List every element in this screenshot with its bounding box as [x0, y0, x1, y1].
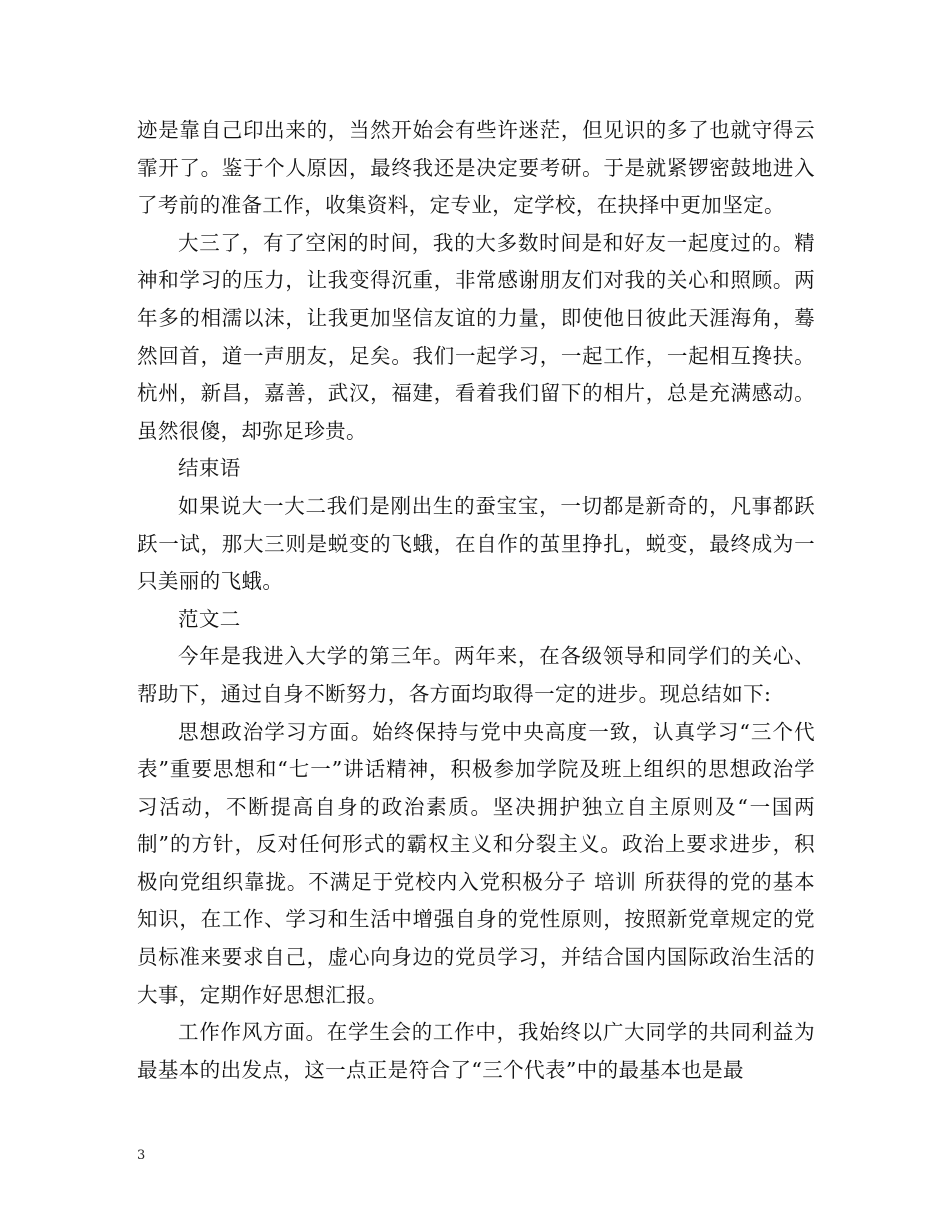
paragraph-continuation: 迹是靠自己印出来的，当然开始会有些许迷茫，但见识的多了也就守得云霏开了。鉴于个人原因，最终我还是决定要考研。于是就紧锣密鼓地进入了考前的准备工作，收集资料，定专业，定学校，在抉择中更加坚定。 [137, 118, 815, 218]
paragraph-friends: 大三了，有了空闲的时间，我的大多数时间是和好友一起度过的。精神和学习的压力，让我变得沉重，非常感谢朋友们对我的关心和照顾。两年多的相濡以沫，让我更加坚信友谊的力量，即使他日彼此天涯海角，蓦然回首，道一声朋友，足矣。我们一起学习，一起工作，一起相互搀扶。杭州，新昌，嘉善，武汉，福建，看着我们留下的相片，总是充满感动。虽然很傻，却弥足珍贵。 [137, 230, 815, 443]
paragraph-work-style: 工作作风方面。在学生会的工作中，我始终以广大同学的共同利益为最基本的出发点，这一点正是符合了“三个代表”中的最基本也是最 [137, 1020, 815, 1082]
document-body [137, 112, 815, 1089]
page-number: 3 [137, 1148, 146, 1163]
paragraph-political-study: 思想政治学习方面。始终保持与党中央高度一致，认真学习“三个代表”重要思想和“七一”讲话精神，积极参加学院及班上组织的思想政治学习活动，不断提高自身的政治素质。坚决拥护独立自主原则及“一国两制”的方针，反对任何形式的霸权主义和分裂主义。政治上要求进步，积极向党组织靠拢。不满足于党校内入党积极分子 培训 所获得的党的基本知识，在工作、学习和生活中增强自身的党性原则，按照新党章规定的党员标准来要求自己，虚心向身边的党员学习，并结合国内国际政治生活的大事，定期作好思想汇报。 [137, 719, 815, 1007]
paragraph-conclusion: 如果说大一大二我们是刚出生的蚕宝宝，一切都是新奇的，凡事都跃跃一试，那大三则是蜕变的飞蛾，在自作的茧里挣扎，蜕变，最终成为一只美丽的飞蛾。 [137, 493, 815, 594]
heading-conclusion: 结束语 [178, 456, 241, 481]
paragraph-intro: 今年是我进入大学的第三年。两年来，在各级领导和同学们的关心、帮助下，通过自身不断努力，各方面均取得一定的进步。现总结如下: [137, 644, 815, 706]
heading-sample-two: 范文二 [178, 606, 241, 631]
